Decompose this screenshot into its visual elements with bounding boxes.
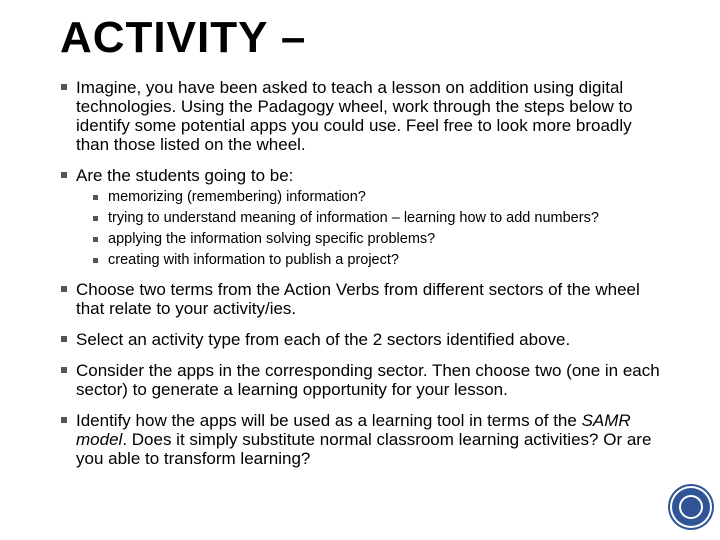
bullet-action-verbs-text: Choose two terms from the Action Verbs from different sectors of the wheel that relate to your activity/ies. <box>76 280 640 318</box>
sub-bullet-list <box>92 190 660 268</box>
bullet-action-verbs <box>60 280 660 318</box>
bullet-samr <box>60 411 660 468</box>
bullet-intro-text: Imagine, you have been asked to teach a lesson on addition using digital technologies. Using the Padagogy wheel, work through the steps below to identify some potential apps you could use. Feel free to look more broadly than those listed on the wheel. <box>76 78 633 154</box>
bullet-samr-text-before: Identify how the apps will be used as a learning tool in terms of the <box>76 411 582 430</box>
bullet-list <box>60 78 660 468</box>
bullet-activity-type-text: Select an activity type from each of the 2 sectors identified above. <box>76 330 571 349</box>
bullet-activity-type <box>60 330 660 349</box>
slide-title: ACTIVITY – <box>60 13 307 62</box>
sub-bullet-applying: applying the information solving specific problems? <box>92 232 660 247</box>
sub-bullet-creating: creating with information to publish a project? <box>92 253 660 268</box>
bullet-apps-text: Consider the apps in the corresponding sector. Then choose two (one in each sector) to generate a learning opportunity for your lesson. <box>76 361 660 399</box>
bullet-students-text: Are the students going to be: <box>76 166 294 185</box>
samr-model-emphasis: SAMR model <box>76 411 631 449</box>
circle-navigation-icon <box>679 495 703 519</box>
bullet-apps <box>60 361 660 399</box>
bullet-intro <box>60 78 660 154</box>
sub-bullet-memorizing: memorizing (remembering) information? <box>92 190 660 205</box>
sub-bullet-understanding: trying to understand meaning of information – learning how to add numbers? <box>92 211 660 226</box>
bullet-samr-text-after: . Does it simply substitute normal classroom learning activities? Or are you able to transform learning? <box>76 430 652 468</box>
bullet-students <box>60 166 660 268</box>
navigation-button[interactable] <box>672 488 710 526</box>
